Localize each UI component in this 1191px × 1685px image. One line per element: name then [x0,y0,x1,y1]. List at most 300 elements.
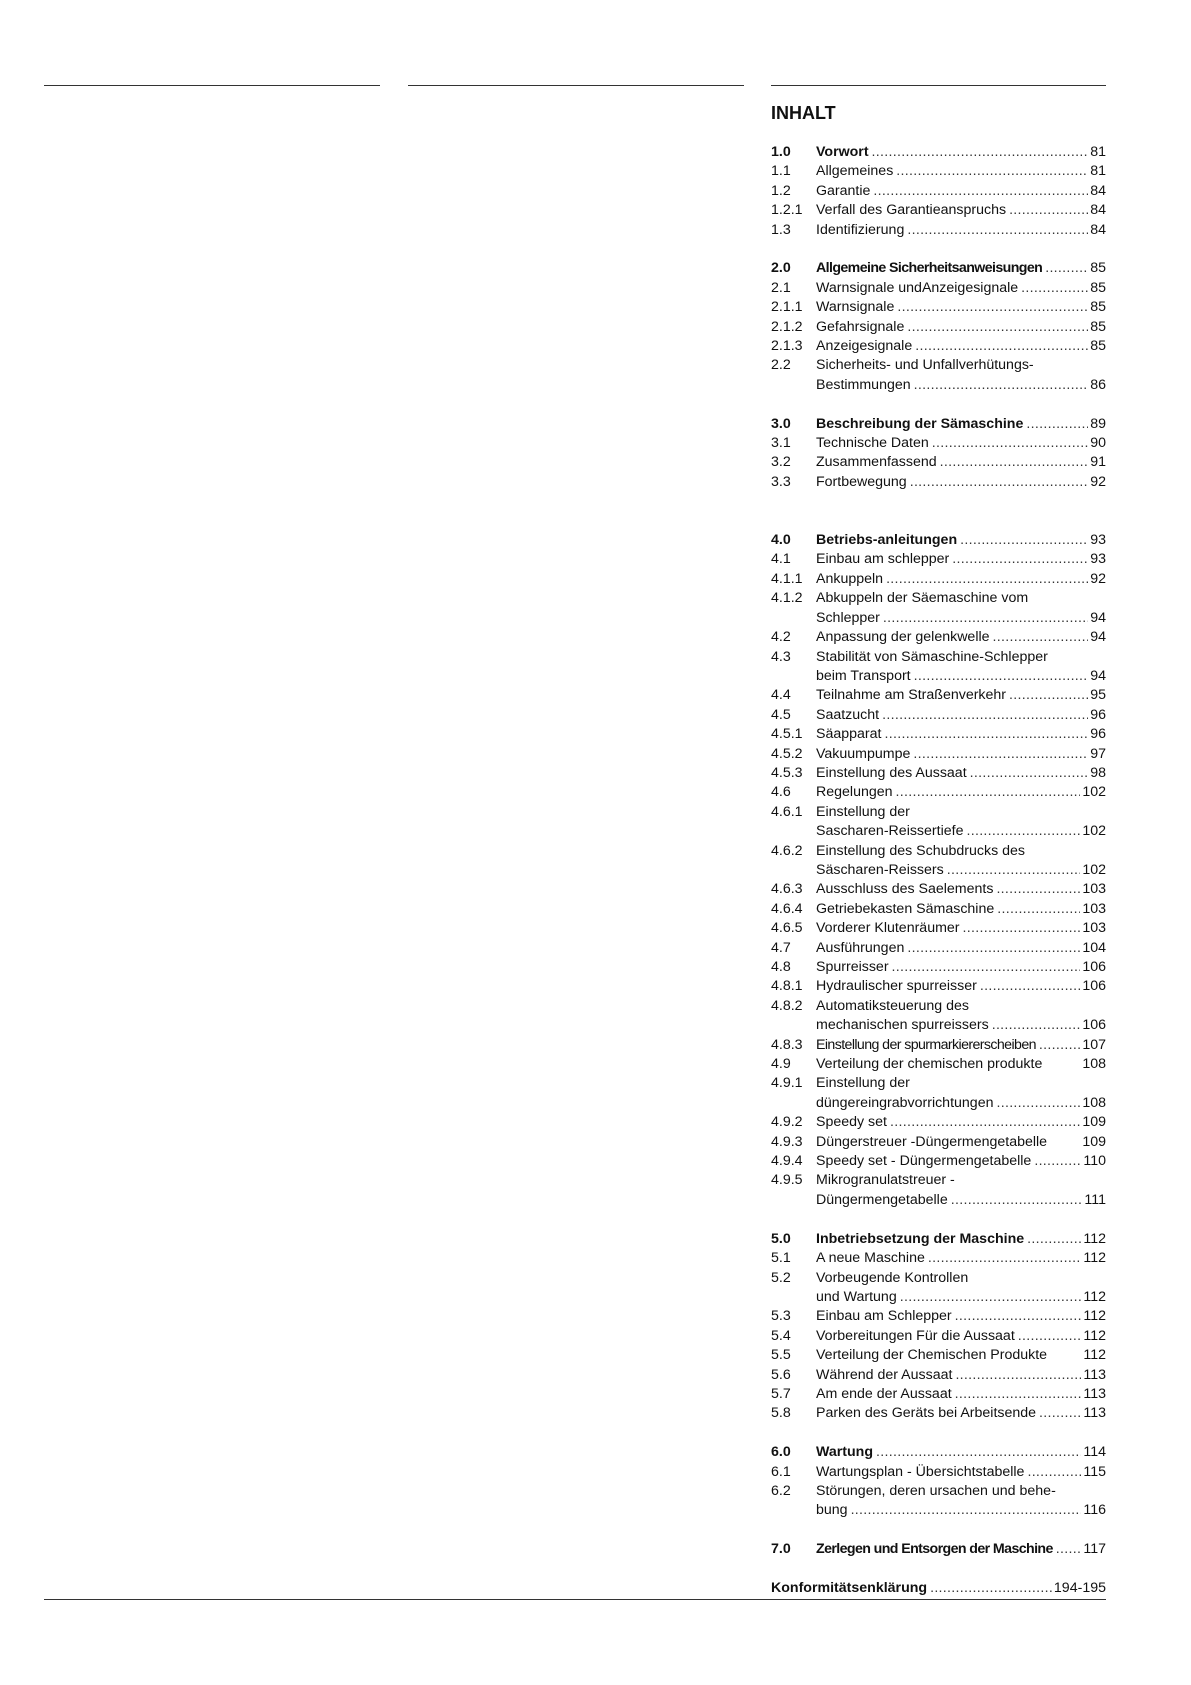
toc-entry-title: Vorwort [816,144,869,160]
toc-leader-dots [937,453,1089,472]
toc-entry-number: 3.1 [771,435,791,452]
toc-entry-page: 102 [1082,784,1106,801]
toc-entry-page: 94 [1090,609,1106,626]
toc-entry-line [816,919,1106,938]
toc-entry-number: 7.0 [771,1541,791,1558]
toc-entry-line [816,1540,1106,1559]
toc-spacer [1047,1133,1082,1152]
toc-entry-title: bung [816,1502,848,1519]
toc-entry-line [816,1346,1106,1365]
toc-entry-title: Garantie [816,182,871,199]
toc-entry-number: 5.5 [771,1347,791,1364]
toc-entry-number: 4.3 [771,648,791,665]
toc-entry[interactable] [771,356,1106,395]
toc-entry-body [816,919,1106,938]
toc-entry-number: 5.6 [771,1366,791,1383]
toc-entry-page: 106 [1082,978,1106,995]
toc-entry-page: 94 [1090,629,1106,646]
toc-leader-dots [963,822,1080,841]
toc-entry-line [816,259,1106,278]
toc-entry-body [816,997,1106,1036]
toc-entry[interactable] [771,1327,1106,1346]
toc-entry-page: 112 [1083,1288,1106,1305]
toc-entry-title-line1: Stabilität von Sämaschine-Schlepper [816,648,1048,665]
toc-entry-body [816,900,1106,919]
toc-entry-line [816,221,1106,240]
toc-leader-dots [952,1366,1081,1385]
toc-entry-body [816,182,1106,201]
toc-entry[interactable] [771,1249,1106,1268]
toc-entry[interactable] [771,550,1106,569]
toc-entry-page: 81 [1090,144,1106,160]
toc-entry-body [816,298,1106,317]
toc-entry-page: 112 [1083,1327,1106,1344]
toc-entry-title: Sascharen-Reissertiefe [816,823,964,840]
toc-entry-page: 109 [1082,1114,1106,1131]
toc-entry-title: Verteilung der Chemischen Produkte [816,1347,1048,1364]
toc-entry-title: beim Transport [816,667,911,684]
toc-entry-title: Anpassung der gelenkwelle [816,629,990,646]
toc-entry-title: mechanischen spurreissers [816,1017,989,1034]
toc-entry-line [816,1307,1106,1326]
toc-entry-line [816,1152,1106,1171]
toc-entry[interactable] [771,706,1106,725]
toc-leader-dots [1015,1327,1082,1346]
toc-entry[interactable] [771,783,1106,802]
toc-entry[interactable] [771,1366,1106,1385]
toc-leader-dots [952,1385,1082,1404]
toc-entry-page: 103 [1082,881,1106,898]
toc-entry-body [816,415,1106,434]
toc-entry-body [816,1307,1106,1326]
toc-leader-dots [944,861,1081,880]
toc-entry-number: 4.5.1 [771,726,803,743]
toc-entry-title: Schlepper [816,609,880,626]
toc-leader-dots [967,764,1089,783]
toc-leader-dots [1024,1230,1081,1249]
toc-entry[interactable] [771,1230,1106,1249]
toc-entry-body [816,1036,1106,1055]
toc-entry-line [816,609,1106,628]
toc-entry-number: 4.4 [771,687,791,704]
toc-leader-dots [912,337,1088,356]
toc-entry[interactable] [771,628,1106,647]
toc-leader-dots [889,958,1081,977]
toc-entry-number: 3.3 [771,473,791,490]
toc-leader-dots [1042,259,1088,278]
toc-entry-page: 85 [1090,318,1106,335]
toc-entry-title: Hydraulischer spurreisser [816,978,977,995]
toc-section [771,1443,1106,1521]
toc-leader-dots [925,1249,1082,1268]
toc-entry[interactable] [771,434,1106,453]
toc-entry[interactable] [771,182,1106,201]
toc-entry[interactable] [771,318,1106,337]
toc-entry-line [816,900,1106,919]
toc-entry-body [816,570,1106,589]
toc-entry-line [816,1463,1106,1482]
toc-entry[interactable] [771,1074,1106,1113]
toc-entry-page: 115 [1083,1463,1106,1480]
toc-entry[interactable] [771,919,1106,938]
toc-entry-page: 86 [1090,376,1106,393]
toc-entry-title: Saatzucht [816,706,880,723]
toc-entry-number: 4.0 [771,532,791,549]
toc-entry-line [816,686,1106,705]
toc-entry-page: 98 [1090,764,1106,781]
toc-entry-title: Verfall des Garantieanspruchs [816,202,1007,219]
toc-entry[interactable] [771,958,1106,977]
toc-entry-page: 113 [1083,1385,1106,1402]
toc-entry-body [816,531,1106,550]
toc-entry[interactable] [771,1113,1106,1132]
toc-entry-page: 112 [1083,1308,1106,1325]
column-2-top-rule [408,85,744,86]
toc-entry-title: Anzeigesignale [816,338,913,355]
toc-entry-page: 106 [1082,1017,1106,1034]
toc-entry-title: Allgemeines [816,163,894,180]
toc-entry-body [816,1152,1106,1171]
toc-entry[interactable] [771,977,1106,996]
table-of-contents [771,101,1106,1598]
toc-entry[interactable] [771,764,1106,783]
toc-leader-dots [1023,415,1088,434]
toc-entry[interactable] [771,337,1106,356]
toc-section [771,1230,1106,1424]
toc-entry-title: Zusammenfassend [816,454,937,471]
toc-entry-page: 102 [1082,823,1106,840]
toc-entry-title: Düngermengetabelle [816,1191,948,1208]
toc-entry-page: 103 [1082,920,1106,937]
toc-entry-title: Getriebekasten Sämaschine [816,900,995,917]
toc-leader-dots [910,745,1088,764]
toc-entry[interactable] [771,1404,1106,1423]
toc-entry-page: 94 [1090,667,1106,684]
toc-entry[interactable] [771,143,1106,162]
toc-entry-number: 4.8.1 [771,978,803,995]
toc-leader-dots [949,550,1088,569]
toc-entry-line [816,745,1106,764]
toc-entry[interactable] [771,1133,1106,1152]
toc-entry-title: düngereingrabvorrichtungen [816,1094,994,1111]
toc-entry-number: 4.1.1 [771,570,803,587]
toc-entry-number: 2.1 [771,279,791,296]
toc-entry-title: Vorderer Klutenräumer [816,920,960,937]
toc-entry-title: A neue Maschine [816,1250,925,1267]
toc-entry[interactable] [771,279,1106,298]
toc-entry-number: 2.1.1 [771,299,803,316]
toc-leader-dots [990,628,1089,647]
toc-entry-page: 96 [1090,726,1106,743]
toc-entry[interactable] [771,803,1106,842]
toc-entry-body [816,686,1106,705]
toc-leader-dots [927,1579,1052,1598]
column-3-top-rule [771,85,1106,86]
toc-entry-number: 4.9.2 [771,1114,803,1131]
toc-entry[interactable] [771,415,1106,434]
toc-entry-number: 5.4 [771,1327,791,1344]
toc-entry-line [816,1288,1106,1307]
toc-entry[interactable] [771,473,1106,492]
toc-entry-body [816,143,1106,162]
toc-entry-line [816,318,1106,337]
toc-entry-title: Verteilung der chemischen produkte [816,1056,1043,1073]
toc-entry[interactable] [771,1482,1106,1521]
toc-entry-title: Speedy set - Düngermengetabelle [816,1153,1032,1170]
toc-entry-line [816,453,1106,472]
toc-entry[interactable] [771,1036,1106,1055]
toc-entry-body [816,958,1106,977]
toc-leader-dots [897,1288,1082,1307]
toc-entry[interactable] [771,1269,1106,1308]
toc-section [771,259,1106,395]
toc-entry-body [816,318,1106,337]
toc-entry-title: Düngerstreuer -Düngermengetabelle [816,1133,1048,1150]
toc-entry-number: 4.9.1 [771,1075,803,1092]
toc-entry-page: 85 [1090,279,1106,296]
toc-entry-number: 4.6.5 [771,920,803,937]
toc-entry-title-line1: Abkuppeln der Säemaschine vom [816,590,1029,607]
toc-leader-dots [894,298,1088,317]
toc-entry-page: 112 [1083,1230,1106,1247]
toc-entry-body [816,783,1106,802]
toc-leader-dots [848,1501,1082,1520]
toc-entry-number: 6.1 [771,1463,791,1480]
toc-entry-title-line1: Einstellung des Schubdrucks des [816,842,1025,859]
toc-entry-page: 92 [1090,570,1106,587]
toc-entry-number: 4.6.2 [771,842,803,859]
toc-entry[interactable] [771,880,1106,899]
toc-leader-dots [904,318,1088,337]
toc-entry-line [816,473,1106,492]
toc-entry-body [816,1404,1106,1423]
toc-entry-line [816,298,1106,317]
toc-entry-body [816,1133,1106,1152]
toc-leader-dots [1036,1036,1080,1055]
toc-entry-page: 116 [1083,1502,1106,1519]
toc-entry-konformitaet[interactable] [771,1579,1106,1598]
toc-entry-line [816,764,1106,783]
toc-entry-title-line1: Einstellung der [816,803,910,820]
toc-entry-title: Ankuppeln [816,570,884,587]
toc-entry[interactable] [771,570,1106,589]
toc-entry-body [816,939,1106,958]
toc-entry-page: 97 [1090,745,1106,762]
toc-entry-title: Säapparat [816,726,882,743]
toc-entry-page: 92 [1090,473,1106,490]
toc-entry-line [816,977,1106,996]
toc-entry-title: Identifizierung [816,221,905,238]
toc-entry-body [816,803,1106,842]
toc-leader-dots [952,1307,1082,1326]
toc-entry[interactable] [771,1307,1106,1326]
toc-entry-line [816,1133,1106,1152]
toc-entry-body [816,259,1106,278]
toc-entry[interactable] [771,1055,1106,1074]
toc-entry-line [816,201,1106,220]
toc-entry-number: 4.5 [771,706,791,723]
toc-entry-line [816,1443,1106,1462]
toc-entry-title: Allgemeine Sicherheitsanweisungen [816,260,1043,277]
toc-entry[interactable] [771,1463,1106,1482]
toc-leader-dots [911,376,1089,395]
toc-leader-dots [929,434,1088,453]
toc-entry[interactable] [771,162,1106,181]
toc-entry-number: 1.2 [771,182,791,199]
toc-entry-line [816,628,1106,647]
toc-entry-page: 96 [1090,706,1106,723]
toc-entry-line [816,1404,1106,1423]
toc-entry-page: 106 [1082,959,1106,976]
toc-entry[interactable] [771,997,1106,1036]
toc-entry-line [816,162,1106,181]
toc-entry[interactable] [771,1385,1106,1404]
toc-entry-body [816,764,1106,783]
column-1-top-rule [44,85,380,86]
toc-entry-title: Während der Aussaat [816,1366,953,1383]
toc-leader-dots [960,919,1081,938]
toc-entry-line [816,1016,1106,1035]
toc-entry-page: 93 [1090,532,1106,549]
toc-leader-dots [1006,201,1088,220]
toc-entry-page: 84 [1090,221,1106,238]
toc-entry-body [816,337,1106,356]
toc-entry-title: Inbetriebsetzung der Maschine [816,1230,1025,1247]
toc-entry-line [816,1055,1106,1074]
toc-leader-dots [1053,1540,1082,1559]
toc-leader-dots [993,880,1080,899]
toc-entry-title-line1: Sicherheits- und Unfallverhütungs- [816,357,1034,374]
toc-leader-dots [887,1113,1080,1132]
toc-sections [771,143,1106,1560]
toc-entry-page: 194-195 [1053,1579,1106,1596]
toc-entry-line [816,1501,1106,1520]
toc-entry-title-line1: Einstellung der [816,1075,910,1092]
toc-leader-dots [904,221,1088,240]
toc-entry-line [816,822,1106,841]
toc-entry[interactable] [771,725,1106,744]
toc-entry-line [816,279,1106,298]
toc-entry-number: 1.1 [771,163,791,180]
toc-entry[interactable] [771,1171,1106,1210]
toc-entry-page: 85 [1090,299,1106,316]
toc-entry-page: 114 [1083,1444,1106,1461]
toc-entry-page: 108 [1082,1094,1106,1111]
toc-entry-number: 4.6.1 [771,803,803,820]
toc-entry-title-line1: Vorbeugende Kontrollen [816,1269,969,1286]
toc-leader-dots [1031,1152,1081,1171]
toc-entry-body [816,842,1106,881]
toc-entry-line [816,376,1106,395]
toc-entry-number: 4.6 [771,784,791,801]
toc-entry-page: 85 [1090,260,1106,277]
toc-section [771,1540,1106,1559]
toc-entry-line [816,1385,1106,1404]
toc-entry-number: 1.2.1 [771,202,803,219]
toc-entry-body [816,1055,1106,1074]
toc-entry[interactable] [771,201,1106,220]
toc-entry-line [816,725,1106,744]
toc-entry-number: 4.8 [771,959,791,976]
toc-entry-page: 85 [1090,338,1106,355]
toc-entry-number: 4.8.2 [771,997,803,1014]
toc-entry-number: 4.5.3 [771,764,803,781]
toc-entry-body [816,434,1106,453]
toc-entry[interactable] [771,900,1106,919]
toc-entry[interactable] [771,1346,1106,1365]
toc-entry[interactable] [771,686,1106,705]
toc-entry-title: und Wartung [816,1288,897,1305]
toc-entry-line [816,880,1106,899]
toc-entry-title: Wartung [816,1444,873,1461]
toc-entry-number: 2.1.3 [771,338,803,355]
toc-entry-title: Vorbereitungen Für die Aussaat [816,1327,1015,1344]
toc-entry-body [816,628,1106,647]
toc-entry-line [816,1366,1106,1385]
toc-entry[interactable] [771,221,1106,240]
toc-entry-title: Spurreisser [816,959,889,976]
toc-entry-number: 1.0 [771,144,791,160]
toc-entry-line [816,434,1106,453]
toc-entry-line [816,783,1106,802]
toc-entry-body [816,1171,1106,1210]
toc-entry-body [816,1482,1106,1521]
toc-entry-title-line1: Störungen, deren ursachen und behe- [816,1482,1056,1499]
toc-entry-number: 5.1 [771,1250,791,1267]
toc-entry-title: Einstellung des Aussaat [816,764,967,781]
toc-entry[interactable] [771,1540,1106,1559]
toc-entry[interactable] [771,453,1106,472]
toc-entry-line [816,1113,1106,1132]
toc-entry-line [816,861,1106,880]
toc-entry-body [816,589,1106,628]
toc-entry-title: Einbau am schlepper [816,551,950,568]
toc-entry-body [816,880,1106,899]
toc-entry-body [816,162,1106,181]
toc-entry-title: Beschreibung der Sämaschine [816,415,1024,432]
toc-entry[interactable] [771,298,1106,317]
toc-entry-number: 1.3 [771,221,791,238]
toc-entry[interactable] [771,745,1106,764]
toc-leader-dots [948,1191,1083,1210]
toc-entry-title: Wartungsplan - Übersichtstabelle [816,1463,1025,1480]
toc-entry[interactable] [771,842,1106,881]
toc-entry[interactable] [771,939,1106,958]
toc-entry-title: Teilnahme am Straßenverkehr [816,687,1007,704]
toc-entry[interactable] [771,531,1106,550]
toc-entry-body [816,1327,1106,1346]
toc-entry[interactable] [771,589,1106,628]
toc-leader-dots [977,977,1080,996]
toc-entry-title: Einstellung der spurmarkiererscheiben [816,1036,1036,1053]
toc-entry-title-line1: Automatiksteuerung des [816,997,970,1014]
toc-entry-number: 4.9 [771,1056,791,1073]
toc-entry-line [816,706,1106,725]
toc-entry-page: 117 [1083,1541,1106,1558]
toc-entry-line [816,939,1106,958]
toc-entry[interactable] [771,259,1106,278]
toc-entry-body [816,1346,1106,1365]
toc-leader-dots [881,725,1088,744]
toc-entry-line [816,1036,1106,1055]
toc-section [771,531,1106,1210]
toc-entry-page: 104 [1082,939,1106,956]
toc-spacer [1047,1346,1083,1365]
toc-entry[interactable] [771,1152,1106,1171]
toc-entry[interactable] [771,648,1106,687]
toc-entry[interactable] [771,1443,1106,1462]
toc-entry-number: 5.8 [771,1405,791,1422]
